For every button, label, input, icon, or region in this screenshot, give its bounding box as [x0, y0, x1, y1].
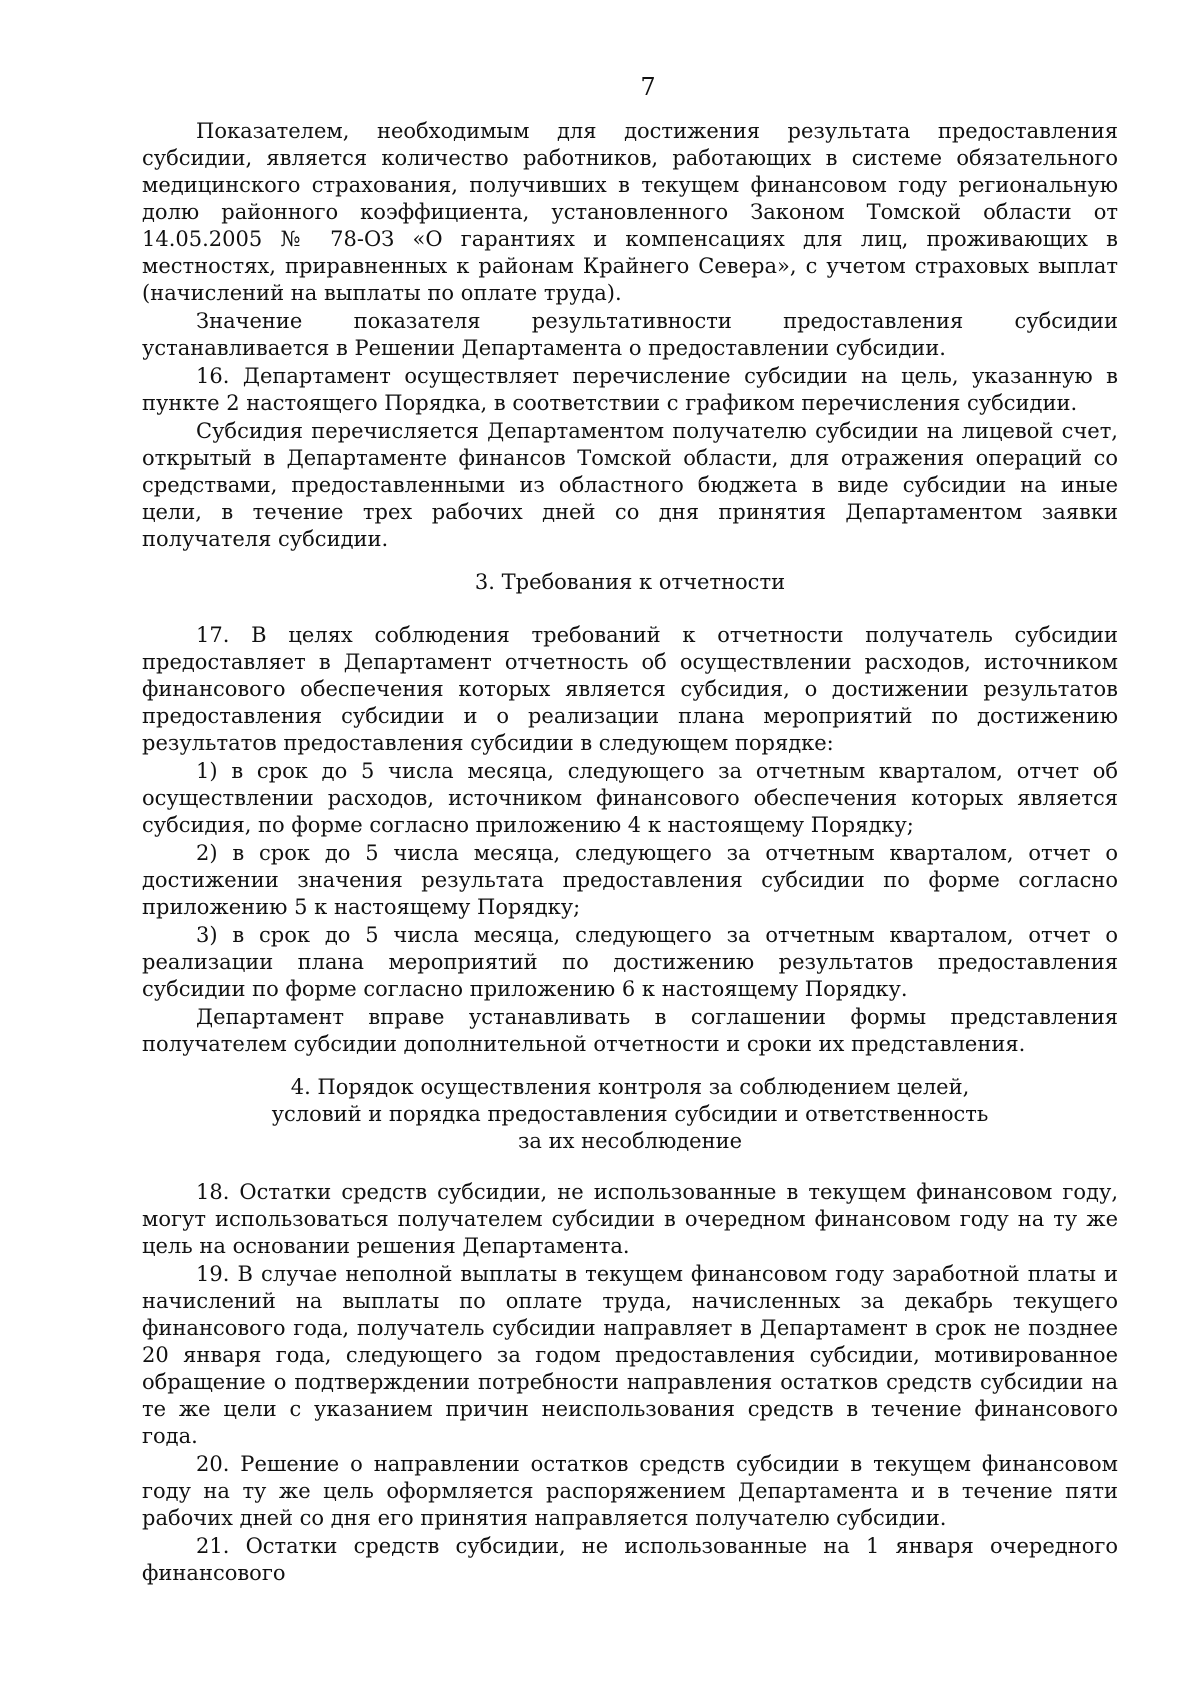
- section-4-heading-line-1: 4. Порядок осуществления контроля за соблюдением целей,: [290, 1075, 970, 1099]
- paragraph-17: 17. В целях соблюдения требований к отчетности получатель субсидии предоставляет в Департамент отчетность об осуществлении расходов, источником финансового обеспечения которых является субсидия, о достижении результатов предоставления субсидии и о реализации плана мероприятий по достижению результатов предоставления субсидии в следующем порядке:: [142, 623, 1118, 755]
- paragraph-indicator: Показателем, необходимым для достижения результата предоставления субсидии, является количество работников, работающих в системе обязательного медицинского страхования, получивших в текущем финансовом году региональную долю районного коэффициента, установленного Законом Томской области от 14.05.2005 № 78-ОЗ «О гарантиях и компенсациях для лиц, проживающих в местностях, приравненных к районам Крайнего Севера», с учетом страховых выплат (начислений на выплаты по оплате труда).: [142, 119, 1118, 305]
- section-3-heading: 3. Требования к отчетности: [474, 570, 786, 594]
- paragraph-17-item-1: 1) в срок до 5 числа месяца, следующего за отчетным кварталом, отчет об осуществлении расходов, источником финансового обеспечения которых является субсидия, по форме согласно приложению 4 к настоящему Порядку;: [142, 759, 1118, 837]
- section-4-heading: [142, 1074, 1118, 1155]
- paragraph-20: 20. Решение о направлении остатков средств субсидии в текущем финансовом году на ту же цель оформляется распоряжением Департамента и в течение пяти рабочих дней со дня его принятия направляется получателю субсидии.: [142, 1452, 1118, 1530]
- paragraph-19: 19. В случае неполной выплаты в текущем финансовом году заработной платы и начислений на выплаты по оплате труда, начисленных за декабрь текущего финансового года, получатель субсидии направляет в Департамент в срок не позднее 20 января года, следующего за годом предоставления субсидии, мотивированное обращение о подтверждении потребности направления остатков средств субсидии на те же цели с указанием причин неиспользования средств в течение финансового года.: [142, 1262, 1118, 1448]
- paragraph-18: 18. Остатки средств субсидии, не использованные в текущем финансовом году, могут использоваться получателем субсидии в очередном финансовом году на ту же цель на основании решения Департамента.: [142, 1180, 1118, 1258]
- paragraph-indicator-value: Значение показателя результативности предоставления субсидии устанавливается в Решении Департамента о предоставлении субсидии.: [142, 309, 1118, 360]
- document-page: [142, 72, 1118, 1588]
- section-4-heading-line-3: за их несоблюдение: [517, 1129, 743, 1153]
- paragraph-16: 16. Департамент осуществляет перечисление субсидии на цель, указанную в пункте 2 настоящего Порядка, в соответствии с графиком перечисления субсидии.: [142, 364, 1118, 415]
- paragraph-17-item-3: 3) в срок до 5 числа месяца, следующего за отчетным кварталом, отчет о реализации плана мероприятий по достижению результатов предоставления субсидии по форме согласно приложению 6 к настоящему Порядку.: [142, 923, 1118, 1001]
- page-number: 7: [640, 73, 656, 101]
- paragraph-17-item-2: 2) в срок до 5 числа месяца, следующего за отчетным кварталом, отчет о достижении значения результата предоставления субсидии по форме согласно приложению 5 к настоящему Порядку;: [142, 841, 1118, 919]
- section-4-heading-line-2: условий и порядка предоставления субсидии и ответственность: [271, 1102, 989, 1126]
- paragraph-21: 21. Остатки средств субсидии, не использованные на 1 января очередного финансового: [142, 1534, 1118, 1585]
- paragraph-additional-reporting: Департамент вправе устанавливать в соглашении формы представления получателем субсидии дополнительной отчетности и сроки их представления.: [142, 1005, 1118, 1056]
- paragraph-subsidy-transfer: Субсидия перечисляется Департаментом получателю субсидии на лицевой счет, открытый в Департаменте финансов Томской области, для отражения операций со средствами, предоставленными из областного бюджета в виде субсидии на иные цели, в течение трех рабочих дней со дня принятия Департаментом заявки получателя субсидии.: [142, 419, 1118, 551]
